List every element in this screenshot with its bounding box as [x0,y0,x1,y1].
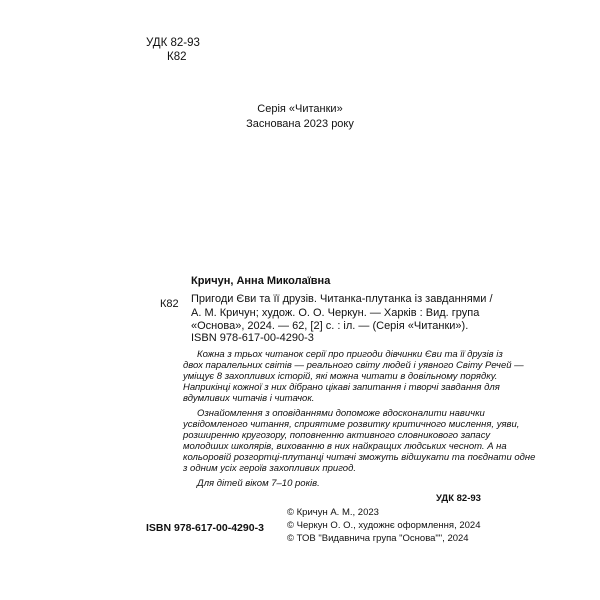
annotation-line: молодших школярів, вихованню в них найкращих людських чеснот. А на [183,441,507,452]
copyright-notices [287,506,480,546]
annotation-line: Ознайомлення з оповіданнями допоможе вдосконалити навички [197,408,485,419]
annotation-paragraph-1 [183,349,524,404]
biblio-line: «Основа», 2024. — 62, [2] с. : іл. — (Серія «Читанки»). [191,320,469,332]
annotation-line: кольоровій розгортці-плутанці читачі зможуть відшукати та поєднати одне [183,452,536,463]
annotation-line: вдумливих читачів і читачок. [183,393,315,404]
biblio-line: Пригоди Єви та її друзів. Читанка-плутанка із завданнями / [191,293,493,305]
annotation-line: Наприкінці кожної з них дібрано цікаві запитання і творчі завдання для [183,382,500,393]
series-founded: Заснована 2023 року [246,118,354,130]
isbn-bottom: ISBN 978-617-00-4290-3 [146,522,264,534]
copyright-line: © Кричун А. М., 2023 [287,507,379,518]
catalog-author: Кричун, Анна Миколаївна [191,275,331,287]
bibliographic-description [191,293,493,334]
age-recommendation: Для дітей віком 7–10 років. [197,478,320,489]
annotation-line: двох паралельних світів — реального світу людей і уявного Світу Речей — [183,360,524,371]
copyright-line: © Черкун О. О., художнє оформлення, 2024 [287,520,481,532]
biblio-line: А. М. Кричун; худож. О. О. Черкун. — Харків : Вид. група [191,306,480,319]
author-mark-code: К82 [167,51,187,63]
annotation-line: з одним усіх героїв захопливих пригод. [183,463,356,474]
annotation-line: розширенню кругозору, поповненню активного словникового запасу [183,430,491,441]
annotation [183,349,536,489]
udk-code: УДК 82-93 [146,37,200,49]
series-name: Серія «Читанки» [257,103,343,115]
annotation-line: усвідомленого читання, сприятиме розвитку критичного мислення, уяви, [183,419,520,430]
udk-code-bottom: УДК 82-93 [436,493,481,504]
copyright-line: © ТОВ "Видавнича група "Основа"", 2024 [287,533,469,545]
annotation-line: Кожна з трьох читанок серії про пригоди дівчинки Єви та її друзів із [197,349,503,360]
annotation-paragraph-2 [183,408,536,474]
catalog-author-code: К82 [160,298,179,310]
annotation-line: уміщує 8 захопливих історій, які можна читати в довільному порядку. [183,371,498,382]
catalog-isbn: ISBN 978-617-00-4290-3 [191,332,314,344]
series-block [0,102,600,132]
